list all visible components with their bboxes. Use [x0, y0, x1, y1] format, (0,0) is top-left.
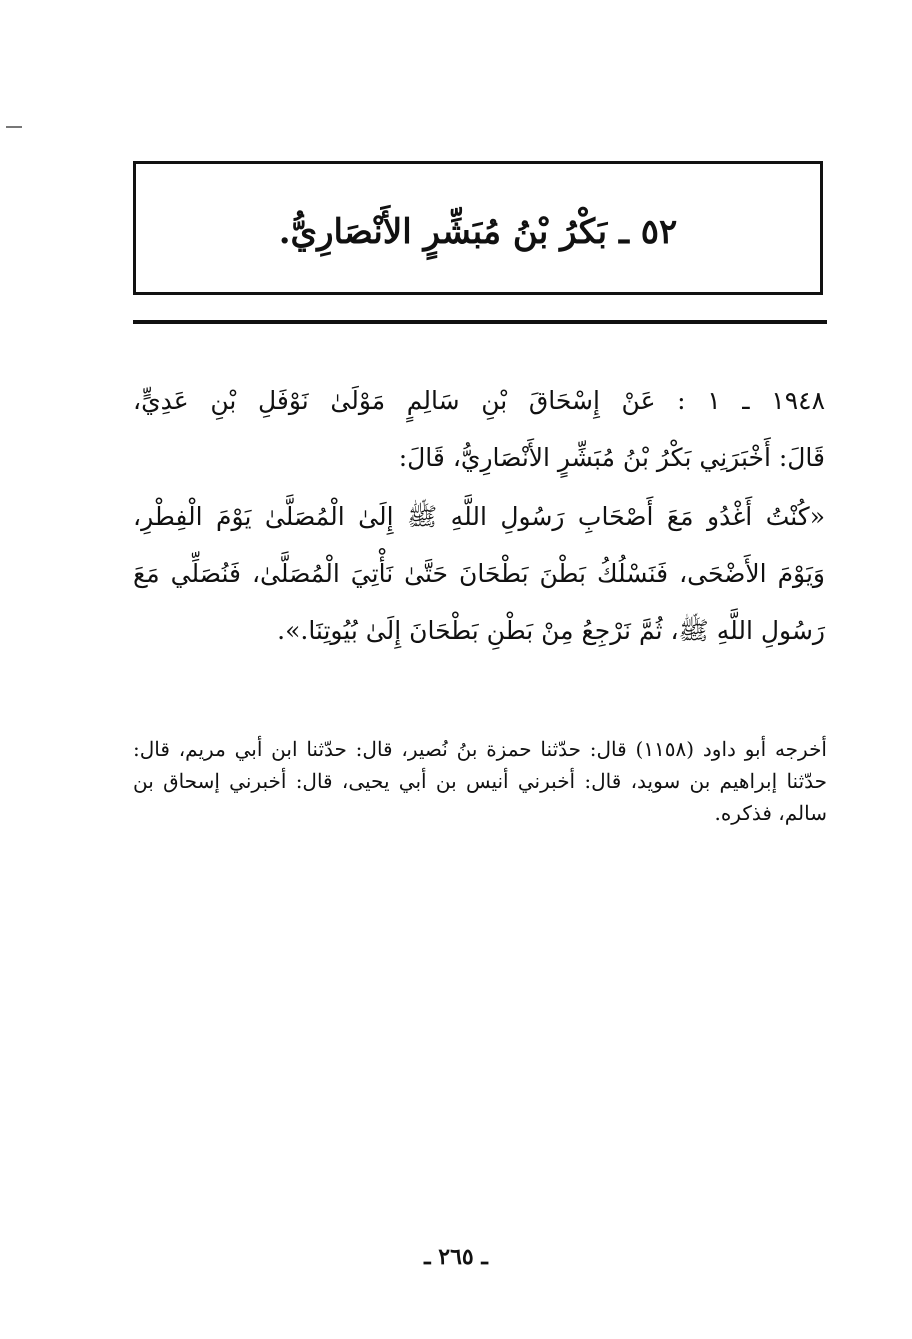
hadith-text [133, 372, 825, 659]
horizontal-rule [133, 320, 827, 324]
footnote-text: أخرجه أبو داود (١١٥٨) قال: حدّثنا حمزة بنُ نُصير، قال: حدّثنا ابن أبي مريم، قال: حدّثنا إبراهيم بن سويد، قال: أخبرني أنيس بن أبي يحيى، قال: أخبرني إسحاق بن سالم، فذكره. [133, 737, 827, 825]
margin-mark [6, 126, 22, 128]
page-number: ـ ٢٦٥ ـ [424, 1244, 488, 1270]
footnote [133, 733, 827, 829]
chapter-title: ٥٢ ـ بَكْرُ بْنُ مُبَشِّرٍ الأَنْصَارِيُّ. [278, 212, 678, 252]
hadith-isnad-line-2: قَالَ: أَخْبَرَنِي بَكْرُ بْنُ مُبَشِّرٍ الأَنْصَارِيُّ، قَالَ: [398, 443, 825, 472]
chapter-title-box [133, 161, 823, 295]
hadith-isnad-line-1: ١٩٤٨ ـ ١ : عَنْ إِسْحَاقَ بْنِ سَالِمٍ مَوْلَىٰ نَوْفَلِ بْنِ عَدِيٍّ، [133, 386, 825, 415]
hadith-matn: «كُنْتُ أَغْدُو مَعَ أَصْحَابِ رَسُولِ اللَّهِ ﷺ إِلَىٰ الْمُصَلَّىٰ يَوْمَ الْفِطْرِ، وَيَوْمَ الأَضْحَى، فَنَسْلُكُ بَطْنَ بَطْحَانَ حَتَّىٰ نَأْتِيَ الْمُصَلَّىٰ، فَنُصَلِّي مَعَ رَسُولِ اللَّهِ ﷺ، ثُمَّ نَرْجِعُ مِنْ بَطْنِ بَطْحَانَ إِلَىٰ بُيُوتِنَا.». [133, 502, 825, 645]
